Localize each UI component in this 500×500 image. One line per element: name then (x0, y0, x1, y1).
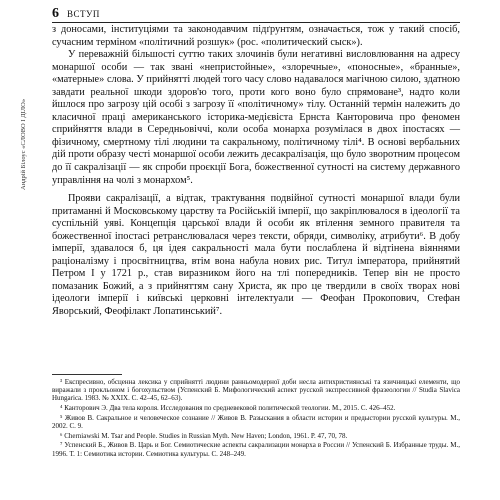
header-rule (52, 22, 460, 23)
footnote: ⁷ Успенский Б., Живов В. Царь и Бог. Семиотические аспекты сакрализации монарха в России // Успенский Б. Избранные труды. М., 1996. Т. 1: Семиотика истории. Семиотика культуры. С. 248–249. (52, 441, 460, 458)
footnote: ⁴ Канторович Э. Два тела короля. Исследования по средневековой политической теологии. М., 2015. С. 426–452. (60, 404, 396, 413)
footnotes (52, 378, 460, 459)
page-header (52, 6, 460, 22)
side-running-title: Андрій Білоус «СЛОВО І ДІЛО» (20, 98, 27, 190)
footnote: ⁵ Живов В. Сакральное и человеческое сознание // Живов В. Разыскания в области истории и предыстории русской культуры. М., 2002. С. 9. (52, 413, 460, 431)
footnote: ³ Експресивно, обсценна лексика у сприйнятті людини ранньомодерної доби несла антихристиянські та язичницькі елементи, що виражали з прокльоном і богохульством (Успенский Б. Мифологический аспект русской экспрессивной фразеологии // Studia Slavica Hungarica. 1983. № XXIX. С. 42–45, 62–63). (52, 378, 460, 403)
paragraph: з доносами, інституціями та законодавчим підґрунтям, означається, тож у такий спосіб, сучасним терміном «політичний розшук» (рос. «политический сыск»). (52, 24, 460, 48)
page-number: 6 (52, 6, 59, 21)
footnote-rule (52, 374, 122, 375)
footnote: ⁶ Cherniawski M. Tsar and People. Studies in Russian Myth. New Haven; London, 1961. P. 47, 70, 78. (60, 431, 348, 440)
paragraph: Прояви сакралізації, а відтак, трактування подвійної сутності монаршої влади були притаманні й Московському царству та Російській імперії, що закріплювалося в ідеології та суспільній уяві. Концепція царської влади й особи як втілення земного правителя та божественної іпостасі ретранслювалася через тексти, обряди, символіку, атрибути⁶. В добу імперії, здавалося б, ця ідея сакральності мала бути послаблена й відтінена віяннями раціоналізму і просвітництва, втім вона набула нових рис. Титул імператора, прийнятий Петром І у 1721 р., став виразником його на тлі попередників. Тепер він не просто помазаник Божий, а з прийняттям сану Христа, як про це твердили в своїх творах нові ідеологи імперії і київські церковні інтелектуали — Феофан Прокопович, Стефан Яворський, Феофілакт Лопатинський⁷. (52, 193, 460, 318)
main-text (52, 24, 460, 319)
section-title: ВСТУП (67, 9, 100, 19)
paragraph: У переважній більшості суттю таких злочинів були негативні висловлювання на адресу монаршої особи — так звані «непристойные», «злоречные», «поносные», «бранные», «матерные» слова. У прийнятті людей того часу слово надавалося магічною силою, здатною завдати реальної шкоди здоров'ю того, проти кого воно було спрямоване³, надто коли йшлося про загрозу цій особі з загрозу її «політичному» тілу. Останній термін належить до класичної праці американського історика-медієвіста Ернста Канторовича про феномен сприйняття влади в Середньовіччі, коли особа монарха розумілася в двох іпостасях — фізичному, смертному тілі людини та сакральному, політичному тілі⁴. В основі вербальних дій проти образу честі монаршої особи лежить десакралізація, що було зворотним процесом до її сакралізації — як спроби проєкції Бога, божественної сутності на систему державного управління на чолі з монархом⁵. (52, 49, 460, 186)
